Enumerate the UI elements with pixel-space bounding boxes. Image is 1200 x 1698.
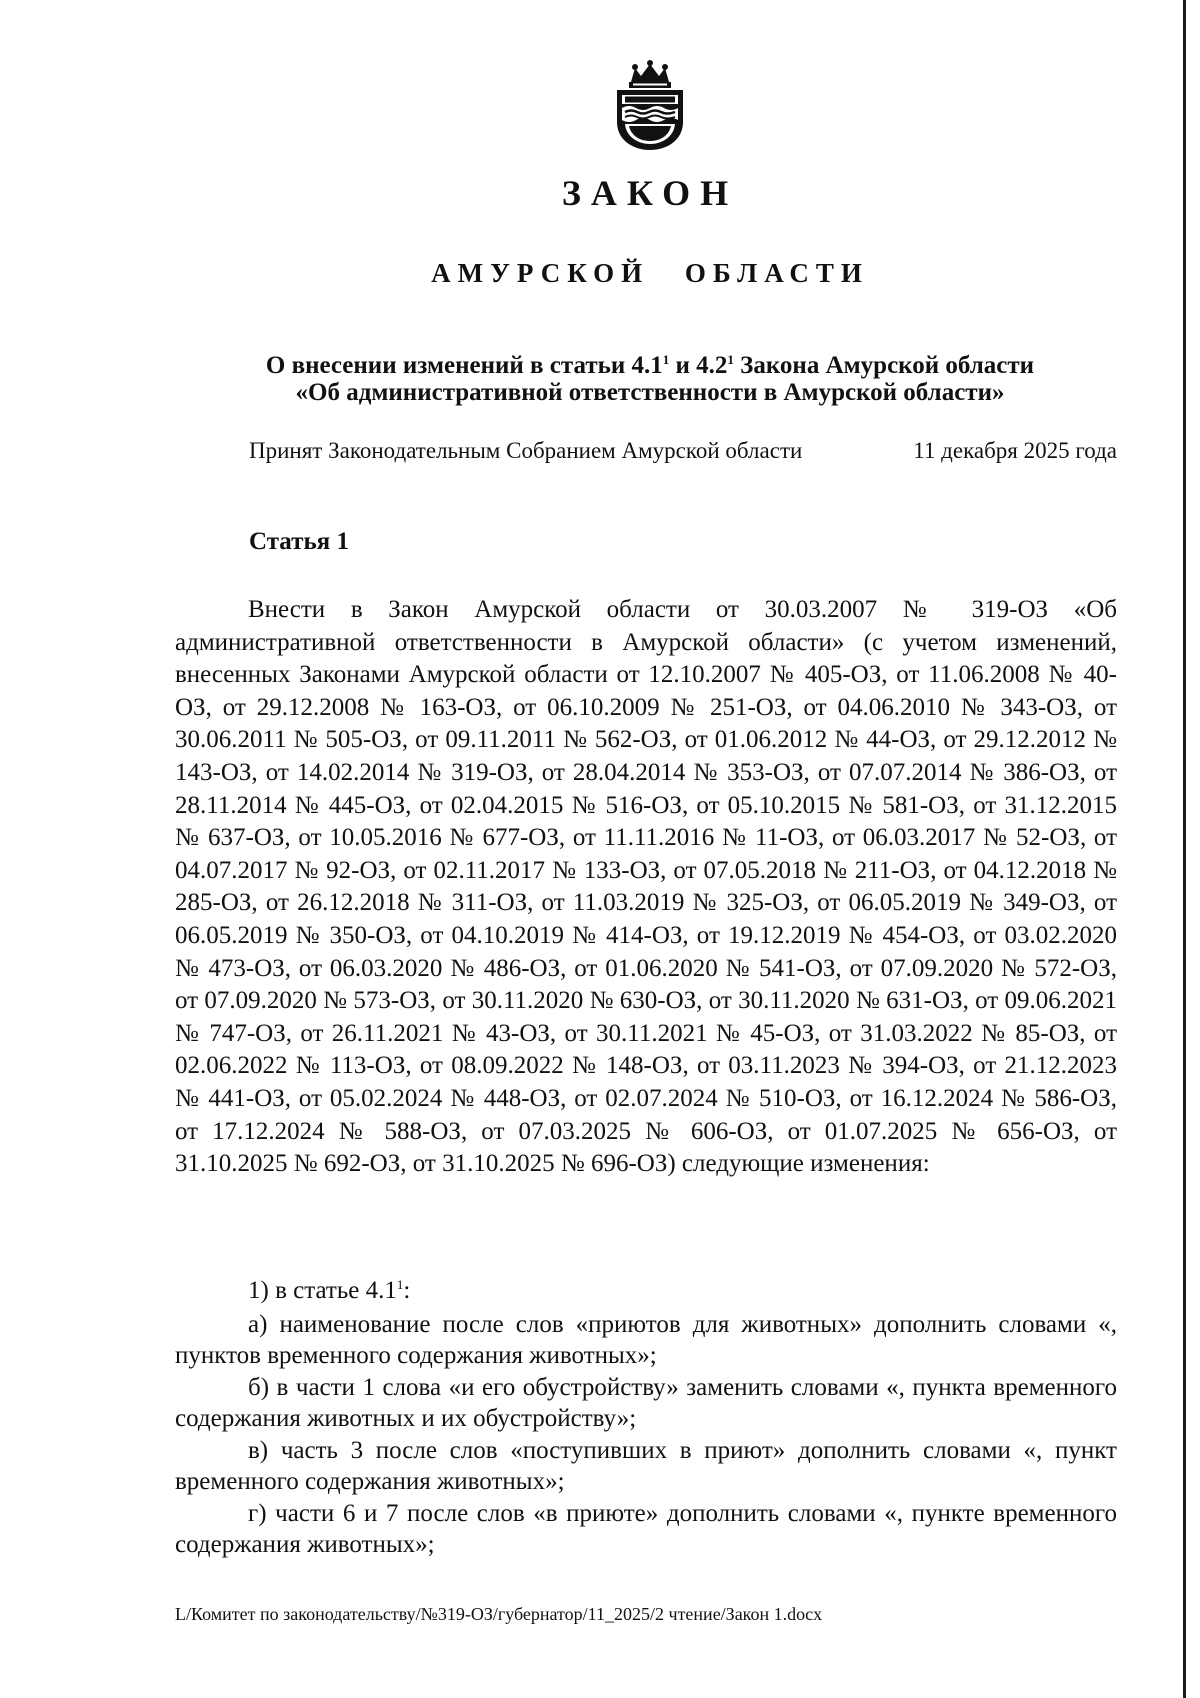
coat-of-arms-icon: [611, 60, 689, 152]
list-item: в) часть 3 после слов «поступивших в приют» дополнить словами «, пункт временного содержания животных»;: [175, 1437, 1117, 1495]
list-item: а) наименование после слов «приютов для животных» дополнить словами «, пунктов временного содержания животных»;: [175, 1311, 1117, 1369]
page-edge-line: [1183, 0, 1186, 1698]
superscript: 1: [396, 1277, 404, 1292]
adoption-line: [249, 438, 1117, 464]
footer-file-path: L/Комитет по законодательству/№319-ОЗ/губернатор/11_2025/2 чтение/Закон 1.docx: [175, 1604, 823, 1624]
item-1-text: 1) в статье 4.1: [248, 1277, 397, 1304]
list-item: б) в части 1 слова «и его обустройству» заменить словами «, пункта временного содержания животных и их обустройству»;: [175, 1374, 1117, 1432]
adoption-date: 11 декабря 2025 года: [913, 438, 1117, 463]
law-name-line2: «Об административной ответственности в Амурской области»: [295, 379, 1005, 406]
list-item: г) части 6 и 7 после слов «в приюте» дополнить словами «, пункте временного содержания животных»;: [175, 1500, 1117, 1558]
law-name: [180, 352, 1120, 406]
adopted-by: Принят Законодательным Собранием Амурской области: [249, 438, 803, 463]
document-title: ЗАКОН: [561, 173, 739, 213]
law-name-part: Закона Амурской области: [733, 352, 1035, 379]
article-intro-text: Внести в Закон Амурской области от 30.03.2007 № 319-ОЗ «Об административной ответственности в Амурской области» (с учетом изменений, внесенных Законами Амурской области от 12.10.2007 № 405-ОЗ, от 11.06.2008 № 40-ОЗ, от 29.12.2008 № 163-ОЗ, от 06.10.2009 № 251-ОЗ, от 04.06.2010 № 343-ОЗ, от 30.06.2011 № 505-ОЗ, от 09.11.2011 № 562-ОЗ, от 01.06.2012 № 44-ОЗ, от 29.12.2012 № 143-ОЗ, от 14.02.2014 № 319-ОЗ, от 28.04.2014 № 353-ОЗ, от 07.07.2014 № 386-ОЗ, от 28.11.2014 № 445-ОЗ, от 02.04.2015 № 516-ОЗ, от 05.10.2015 № 581-ОЗ, от 31.12.2015 № 637-ОЗ, от 10.05.2016 № 677-ОЗ, от 11.11.2016 № 11-ОЗ, от 06.03.2017 № 52-ОЗ, от 04.07.2017 № 92-ОЗ, от 02.11.2017 № 133-ОЗ, от 07.05.2018 № 211-ОЗ, от 04.12.2018 № 285-ОЗ, от 26.12.2018 № 311-ОЗ, от 11.03.2019 № 325-ОЗ, от 06.05.2019 № 349-ОЗ, от 06.05.2019 № 350-ОЗ, от 04.10.2019 № 414-ОЗ, от 19.12.2019 № 454-ОЗ, от 03.02.2020 № 473-ОЗ, от 06.03.2020 № 486-ОЗ, от 01.06.2020 № 541-ОЗ, от 07.09.2020 № 572-ОЗ, от 07.09.2020 № 573-ОЗ, от 30.11.2020 № 630-ОЗ, от 30.11.2020 № 631-ОЗ, от 09.06.2021 № 747-ОЗ, от 26.11.2021 № 43-ОЗ, от 30.11.2021 № 45-ОЗ, от 31.03.2022 № 85-ОЗ, от 02.06.2022 № 113-ОЗ, от 08.09.2022 № 148-ОЗ, от 03.11.2023 № 394-ОЗ, от 21.12.2023 № 441-ОЗ, от 05.02.2024 № 448-ОЗ, от 02.07.2024 № 510-ОЗ, от 16.12.2024 № 586-ОЗ, от 17.12.2024 № 588-ОЗ, от 07.03.2025 № 606-ОЗ, от 01.07.2025 № 656-ОЗ, от 31.10.2025 № 692-ОЗ, от 31.10.2025 № 696-ОЗ) следующие изменения:: [175, 596, 1117, 1178]
list-item: [175, 1275, 1117, 1306]
item-1-tail: :: [403, 1277, 411, 1304]
article-heading: Статья 1: [249, 528, 349, 555]
superscript: 1: [662, 352, 670, 367]
article-intro-paragraph: [175, 594, 1117, 1181]
region-title: АМУРСКОЙ ОБЛАСТИ: [431, 258, 869, 288]
law-name-part: и 4.2: [669, 352, 728, 379]
law-name-part: О внесении изменений в статьи 4.1: [265, 352, 663, 379]
superscript: 1: [727, 352, 734, 367]
